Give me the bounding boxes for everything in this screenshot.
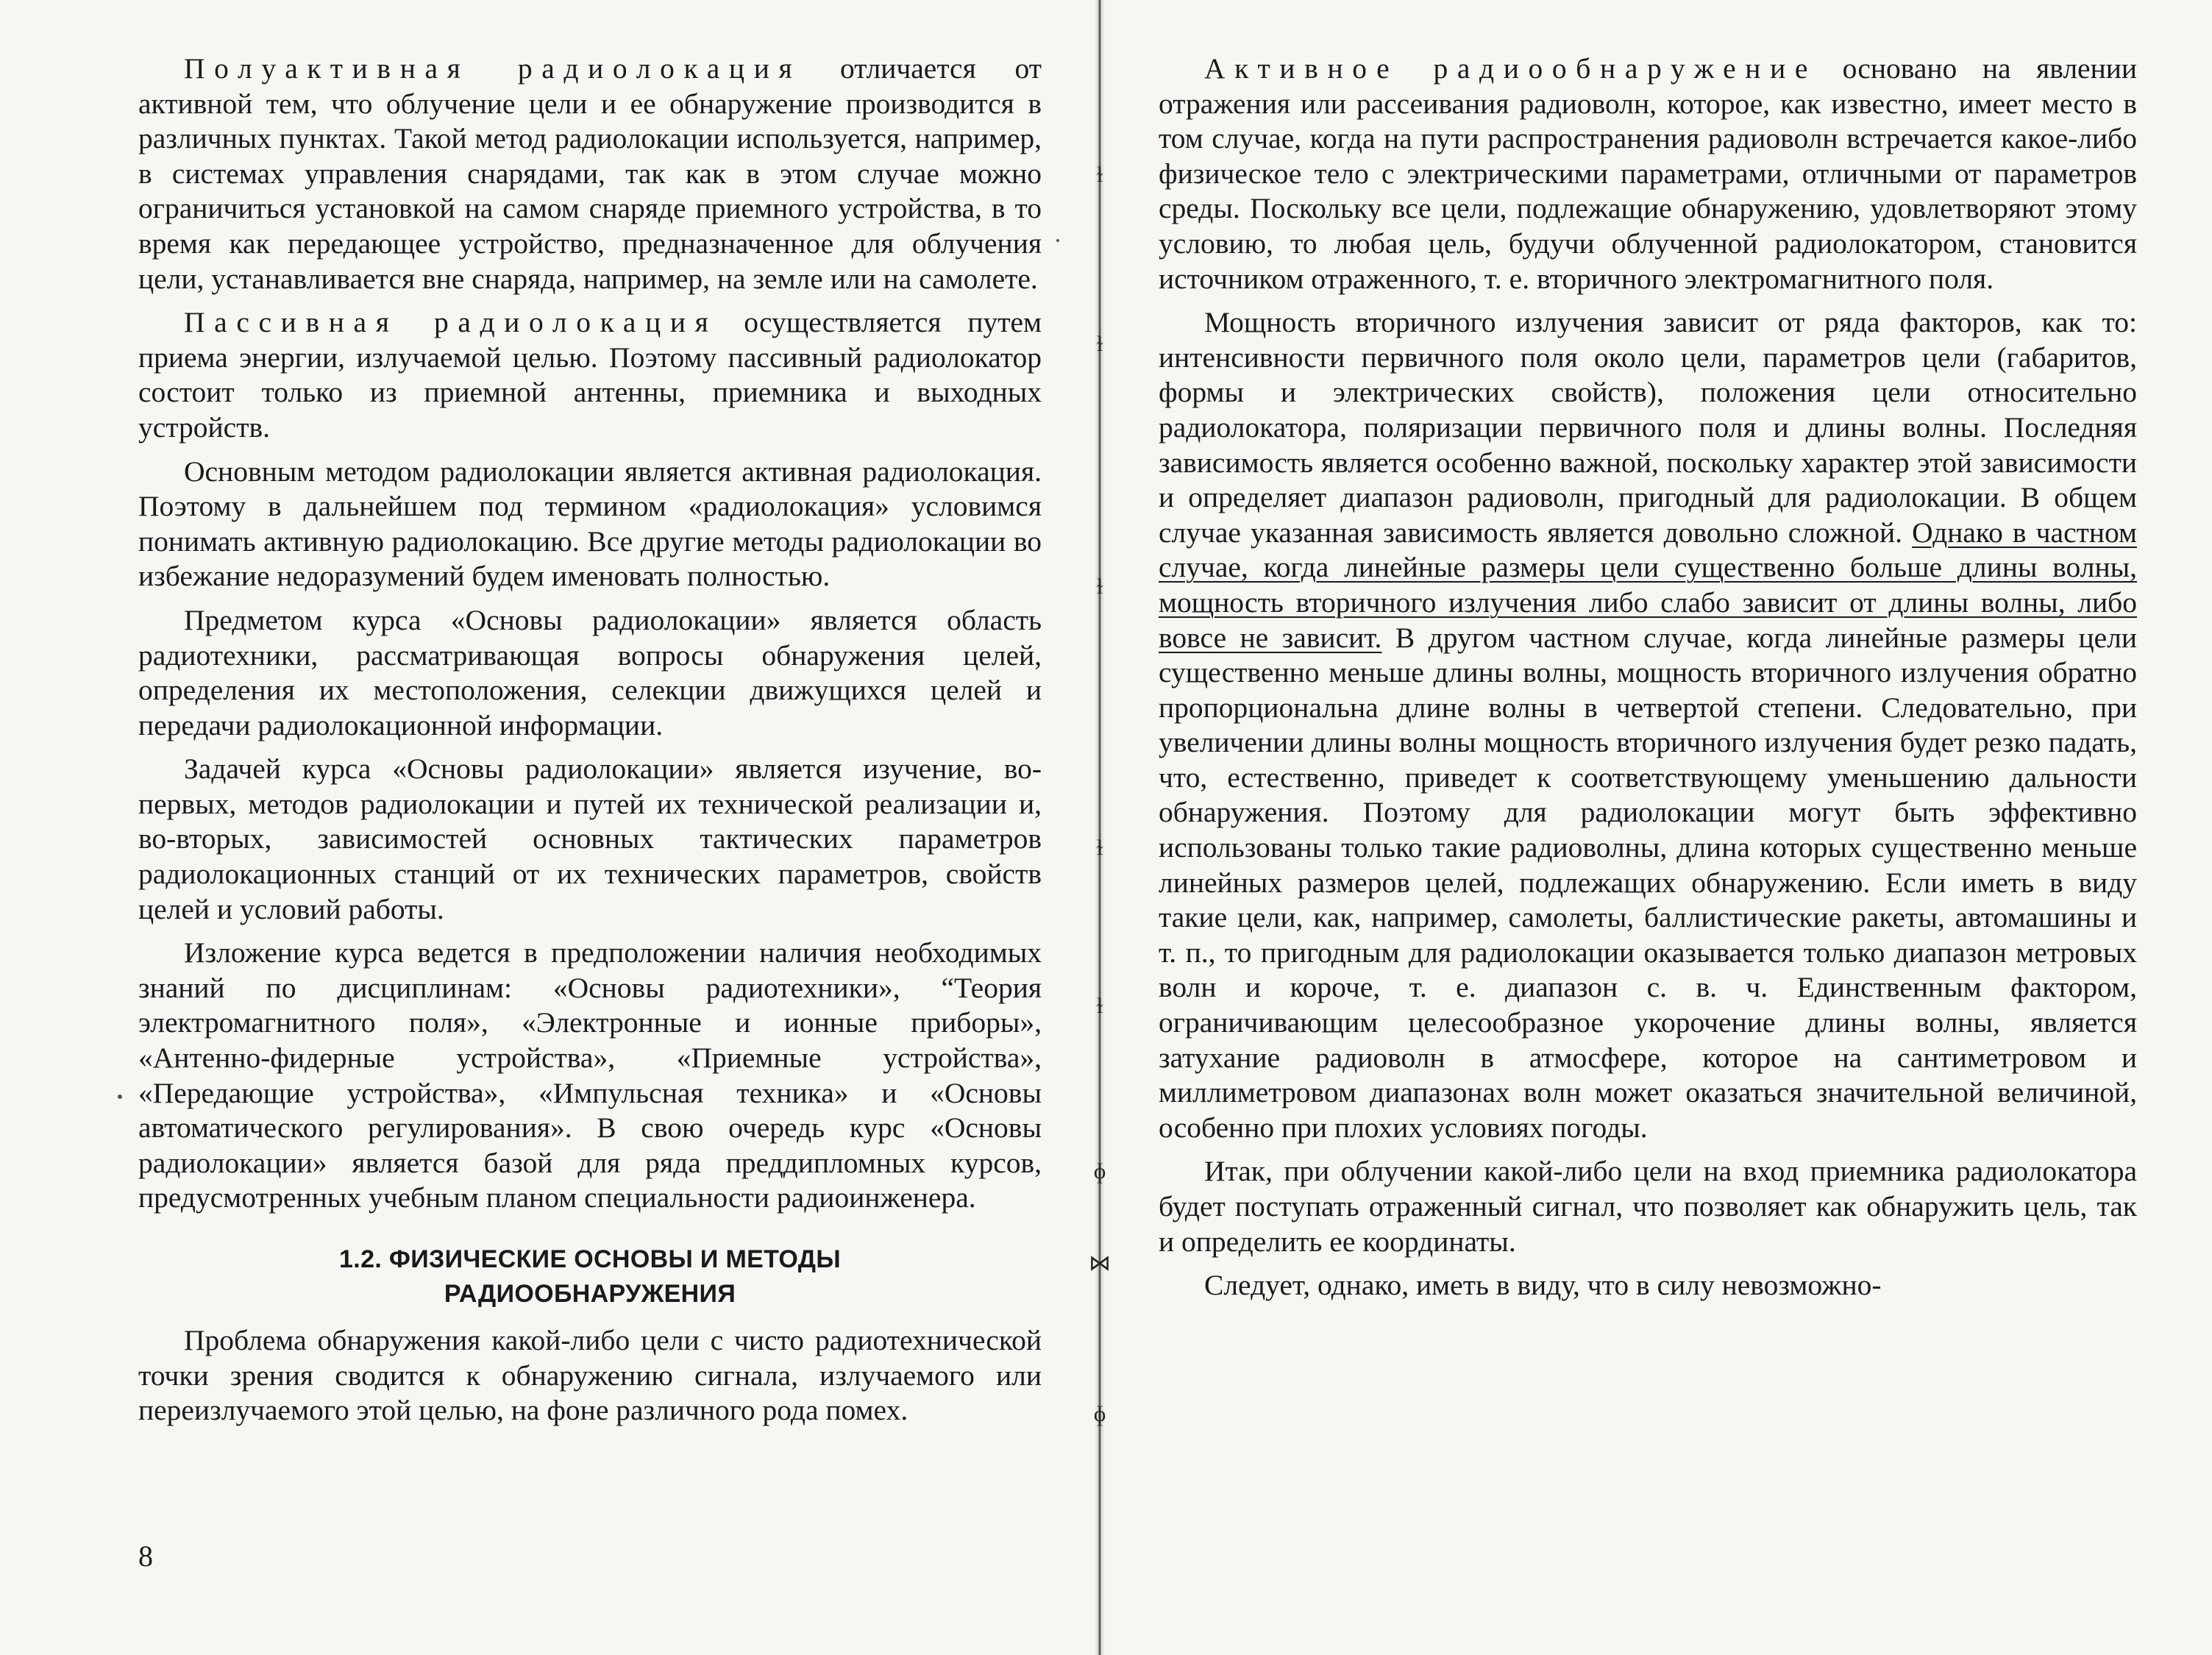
binding-stitch-icon: ɸ — [1093, 1402, 1106, 1426]
paragraph-text: осуществляется путем приема энергии, излучаемой целью. Поэтому пассивный радиолокатор состоит только из приемной антенны, приемника и выходных устройств. — [138, 306, 1042, 444]
binding-stitch-icon: ɫ — [1096, 574, 1103, 599]
paragraph-text: отличается от активной тем, что облучение цели и ее обнаружение производится в различных пунктах. Такой метод радиолокации используется, например, в системах управления снарядами, так как в этом случае можно ограничиться установкой на самом снаряде приемного устройства, в то время как передающее устройство, предназначенное для облучения цели, устанавливается вне снаряда, например, на земле или на самолете. — [138, 52, 1042, 295]
paragraph-conclusion: Итак, при облучении какой-либо цели на вход приемника радиолокатора будет поступать отраженный сигнал, что позволяет как обнаружить цель, так и определить ее координаты. — [1159, 1155, 2137, 1258]
paragraph-text: В другом частном случае, когда линейные размеры цели существенно меньше длины волны, мощность вторичного излучения обратно пропорциональна длине волны в четвертой степени. Следовательно, при увеличении длины волны мощность вторичного излучения будет резко падать, что, естественно, приведет к соответствующему уменьшению дальности обнаружения. Поэтому для радиолокации могут быть эффективно использованы только такие радиоволны, длина которых существенно меньше линейных размеров целей, подлежащих обнаружению. Если иметь в виду такие цели, как, например, самолеты, баллистические ракеты, автомашины и т. п., то пригодным для радиолокации оказывается только диапазон метровых волн и короче, т. е. диапазон с. в. ч. Единственным фактором, ограничивающим целесообразное укорочение длины волны, является затухание радиоволн в атмосфере, которое на сантиметровом и миллиметровом диапазонах волн может оказаться значительной величиной, особенно при плохих условиях погоды. — [1159, 621, 2137, 1144]
underlined-passage: Однако в частном случае, когда линейные размеры цели существенно больше длины волны, мощность вторичного излучения либо слабо зависит от длины волны, либо вовсе не зависит. — [1159, 516, 2137, 654]
paragraph-detection-problem: Проблема обнаружения какой-либо цели с чисто радиотехнической точки зрения сводится к обнаружению сигнала, излучаемого или переизлучаемого этой целью, на фоне различного рода помех. — [138, 1324, 1042, 1427]
term-passive: Пассивная радиолокация — [184, 306, 718, 339]
binding-stitch-icon: ɫ — [1096, 163, 1103, 187]
paragraph-course-task: Задачей курса «Основы радиолокации» является изучение, во-первых, методов радиолокации и путей их технической реализации и, во-вторых, зависимостей основных тактических параметров радиолокационных станций от их технических параметров, свойств целей и условий работы. — [138, 752, 1042, 925]
left-text-column — [138, 51, 1042, 1437]
binding-stitch-icon: ɫ — [1096, 994, 1103, 1018]
binding-stitch-icon: ɫ — [1096, 332, 1103, 356]
binding-stitch-icon: ⋈ — [1089, 1251, 1111, 1275]
paragraph-continuation: Следует, однако, иметь в виду, что в силу невозможно- — [1204, 1269, 1882, 1302]
paragraph-main-method: Основным методом радиолокации является активная радиолокация. Поэтому в дальнейшем под термином «радиолокация» условимся понимать активную радиолокацию. Все другие методы радиолокации во избежание недоразумений будем именовать полностью. — [138, 455, 1042, 593]
paragraph-semiactive — [138, 51, 1042, 296]
paragraph-course-subject: Предметом курса «Основы радиолокации» является область радиотехники, рассматривающая вопросы обнаружения целей, определения их местоположения, селекции движущихся целей и передачи радиолокационной информации. — [138, 603, 1042, 741]
scan-speck — [1056, 239, 1059, 242]
right-page — [1100, 0, 2212, 1655]
section-heading-line1: 1.2. ФИЗИЧЕСКИЕ ОСНОВЫ И МЕТОДЫ — [339, 1245, 841, 1273]
paragraph-secondary-radiation — [1159, 305, 2137, 1145]
paragraph-passive — [138, 305, 1042, 445]
term-semiactive: Полуактивная радиолокация — [184, 52, 802, 85]
binding-stitch-icon: ɫ — [1096, 836, 1103, 860]
section-heading-line2: РАДИООБНАРУЖЕНИЯ — [444, 1280, 736, 1308]
paragraph-text: Мощность вторичного излучения зависит от ряда факторов, как то: интенсивности первичного поля около цели, параметров цели (габаритов, формы и электрических свойств), положения цели относительно радиолокатора, поляризации первичного поля и длины волны. Последняя зависимость является особенно важной, поскольку характер этой зависимости и определяет диапазон радиоволн, пригодный для радиолокации. В общем случае указанная зависимость является довольно сложной. — [1159, 306, 2137, 549]
binding-stitch-icon: ɸ — [1093, 1159, 1106, 1184]
page-number: 8 — [138, 1540, 153, 1573]
right-text-column — [1159, 51, 2137, 1312]
term-active-detection: Активное радиообнаружение — [1204, 52, 1818, 85]
left-page — [0, 0, 1100, 1655]
scan-speck — [118, 1095, 122, 1099]
paragraph-text: основано на явлении отражения или рассеивания радиоволн, которое, как известно, имеет место в том случае, когда на пути распространения радиоволн встречается какое-либо физическое тело с электрическими параметрами, отличными от параметров среды. Поскольку все цели, подлежащие обнаружению, удовлетворяют этому условию, то любая цель, будучи облученной радиолокатором, становится источником отраженного, т. е. вторичного электромагнитного поля. — [1159, 52, 2137, 295]
section-heading — [138, 1242, 1042, 1311]
paragraph-prerequisites: Изложение курса ведется в предположении наличия необходимых знаний по дисциплинам: «Основы радиотехники», “Теория электромагнитного поля», «Электронные и ионные приборы», «Антенно-фидерные устройства», «Приемные устройства», «Передающие устройства», «Импульсная техника» и «Основы автоматического регулирования». В свою очередь курс «Основы радиолокации» является базой для ряда преддипломных курсов, предусмотренных учебным планом специальности радиоинженера. — [138, 936, 1042, 1214]
paragraph-active-detection — [1159, 51, 2137, 296]
